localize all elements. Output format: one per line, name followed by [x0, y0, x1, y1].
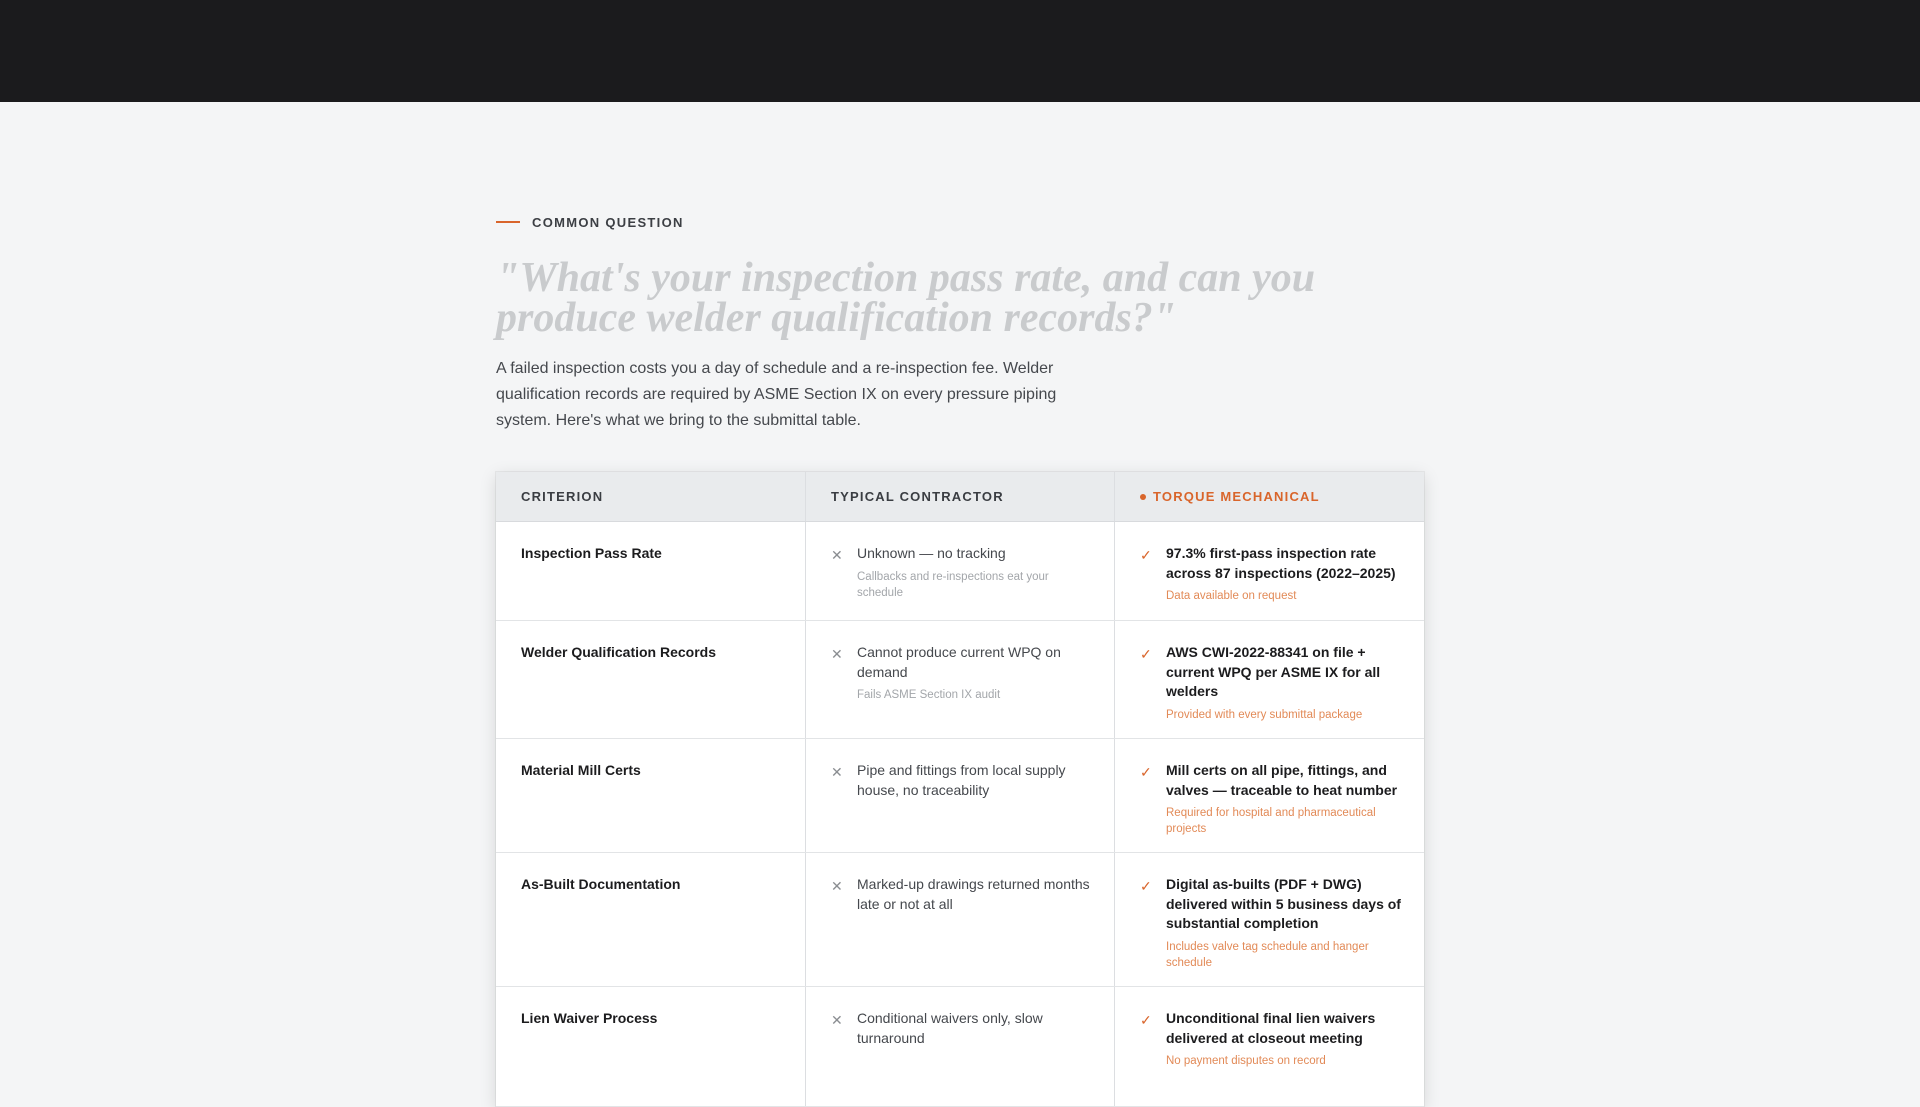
torque-cell: [1115, 621, 1424, 738]
typical-cell: [806, 739, 1115, 852]
entry-sub-text: Callbacks and re-inspections eat your schedule: [857, 570, 1049, 599]
criterion-cell: [496, 522, 806, 620]
entry-body: [1166, 1009, 1402, 1069]
torque-entry: [1140, 643, 1402, 723]
entry-sub-text: Data available on request: [1166, 590, 1297, 602]
check-icon: ✓: [1140, 646, 1152, 662]
typical-cell: [806, 621, 1115, 738]
table-row: [496, 621, 1424, 739]
header-torque-mechanical: [1115, 472, 1424, 521]
table-header: [496, 472, 1424, 522]
entry-body: [857, 544, 1092, 601]
entry-sub-text: Fails ASME Section IX audit: [857, 689, 1001, 701]
entry-main-text: Conditional waivers only, slow turnaround: [857, 1010, 1043, 1046]
entry-body: [857, 875, 1092, 914]
eyebrow-label: COMMON QUESTION: [532, 214, 684, 230]
typical-cell: [806, 853, 1115, 986]
entry-main-text: Cannot produce current WPQ on demand: [857, 644, 1061, 680]
typical-entry: [831, 643, 1092, 703]
entry-main-text: Digital as-builts (PDF + DWG) delivered within 5 business days of substantial completion: [1166, 876, 1401, 931]
criterion-cell: [496, 621, 806, 738]
entry-main-text: 97.3% first-pass inspection rate across 87 inspections (2022–2025): [1166, 545, 1396, 581]
table-row: [496, 522, 1424, 621]
question-headline: "What's your inspection pass rate, and can you produce welder qualification records?": [496, 255, 1316, 341]
table-body: [496, 522, 1424, 1107]
torque-cell: [1115, 522, 1424, 620]
header-typical-contractor: TYPICAL CONTRACTOR: [806, 472, 1115, 521]
torque-entry: [1140, 1009, 1402, 1069]
x-icon: ✕: [831, 878, 843, 894]
entry-main-text: Unknown — no tracking: [857, 545, 1006, 561]
check-icon: ✓: [1140, 878, 1152, 894]
comparison-table: [496, 472, 1424, 1107]
entry-main-text: Unconditional final lien waivers delivered at closeout meeting: [1166, 1010, 1376, 1046]
entry-main-text: Mill certs on all pipe, fittings, and valves — traceable to heat number: [1166, 762, 1398, 798]
entry-body: [1166, 875, 1402, 971]
eyebrow: [496, 210, 1424, 234]
entry-body: [1166, 643, 1402, 723]
criterion-label: As-Built Documentation: [521, 876, 681, 892]
criterion-label: Material Mill Certs: [521, 762, 641, 778]
eyebrow-accent-line: [496, 221, 520, 223]
x-icon: ✕: [831, 547, 843, 563]
check-icon: ✓: [1140, 764, 1152, 780]
entry-sub-text: Required for hospital and pharmaceutical projects: [1166, 807, 1376, 835]
typical-entry: [831, 1009, 1092, 1048]
table-row: [496, 739, 1424, 853]
torque-cell: [1115, 853, 1424, 986]
faq-section: [496, 210, 1424, 434]
table-row: [496, 987, 1424, 1107]
typical-entry: [831, 761, 1092, 800]
typical-cell: [806, 522, 1115, 620]
intro-paragraph: A failed inspection costs you a day of schedule and a re-inspection fee. Welder qualification records are required by ASME Section IX on every pressure piping system. Here's what we bring to the submittal table.: [496, 360, 1057, 429]
torque-entry: [1140, 761, 1402, 837]
header-criterion: CRITERION: [496, 472, 806, 521]
entry-main-text: AWS CWI-2022-88341 on file + current WPQ per ASME IX for all welders: [1166, 644, 1381, 699]
entry-sub-text: No payment disputes on record: [1166, 1055, 1326, 1067]
typical-cell: [806, 987, 1115, 1106]
entry-body: [857, 761, 1092, 800]
entry-body: [857, 1009, 1092, 1048]
check-icon: ✓: [1140, 547, 1152, 563]
torque-entry: [1140, 875, 1402, 971]
entry-body: [857, 643, 1092, 703]
typical-entry: [831, 875, 1092, 914]
torque-entry: [1140, 544, 1402, 604]
x-icon: ✕: [831, 1012, 843, 1028]
table-row: [496, 853, 1424, 987]
accent-dot-icon: [1140, 494, 1146, 500]
criterion-label: Welder Qualification Records: [521, 644, 717, 660]
criterion-cell: [496, 739, 806, 852]
entry-body: [1166, 761, 1402, 837]
check-icon: ✓: [1140, 1012, 1152, 1028]
top-navigation-bar: [0, 0, 1920, 102]
x-icon: ✕: [831, 764, 843, 780]
criterion-label: Inspection Pass Rate: [521, 545, 662, 561]
typical-entry: [831, 544, 1092, 601]
entry-sub-text: Includes valve tag schedule and hanger schedule: [1166, 940, 1369, 969]
criterion-label: Lien Waiver Process: [521, 1010, 658, 1026]
torque-cell: [1115, 739, 1424, 852]
entry-main-text: Marked-up drawings returned months late or not at all: [857, 876, 1090, 912]
criterion-cell: [496, 987, 806, 1106]
entry-sub-text: Provided with every submittal package: [1166, 708, 1363, 721]
criterion-cell: [496, 853, 806, 986]
entry-body: [1166, 544, 1402, 604]
entry-main-text: Pipe and fittings from local supply house, no traceability: [857, 762, 1066, 798]
x-icon: ✕: [831, 646, 843, 662]
header-torque-label: TORQUE MECHANICAL: [1153, 489, 1320, 504]
torque-cell: [1115, 987, 1424, 1106]
